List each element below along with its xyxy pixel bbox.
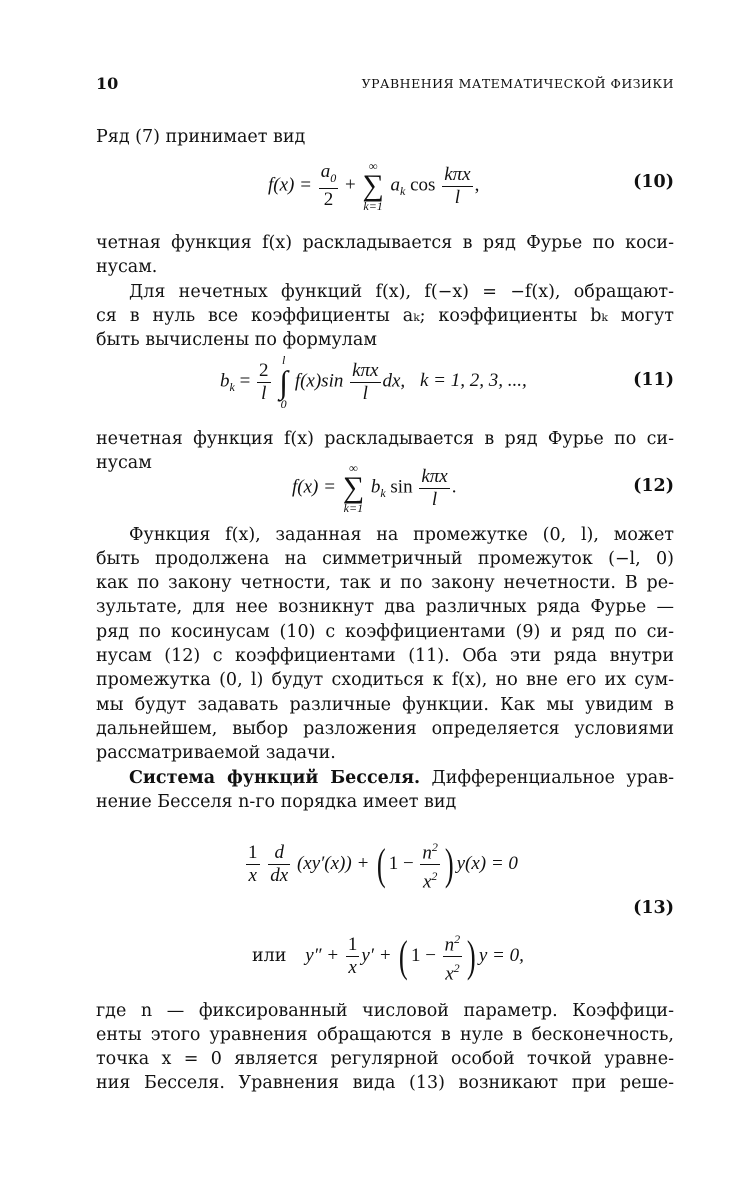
eq13-x2-b: x (445, 963, 454, 985)
text-line: нусам (12) с коэффициентами (11). Оба эти ряда внутри (96, 646, 674, 666)
eq13-n: n (422, 842, 432, 864)
eq13-n-b: n (444, 934, 455, 956)
equation-10 (268, 160, 479, 212)
eq10-sum-top: ∞ (368, 159, 378, 173)
text-line: Ряд (7) принимает вид (96, 127, 306, 147)
text-line: как по закону четности, так и по закону нечетности. В ре- (96, 573, 674, 593)
page-number: 10 (96, 74, 119, 93)
eq13-x2-sup-b: 2 (453, 961, 460, 976)
eq13-end2: y = 0, (478, 945, 524, 967)
equation-label-13: (13) (633, 898, 674, 918)
eq13-yp: y′ + (361, 945, 392, 967)
eq11-k-values: k = 1, 2, 3, ..., (419, 370, 527, 392)
eq13-x3: x (348, 957, 357, 979)
eq10-num: kπx (444, 163, 471, 185)
eq10-cos: cos (405, 174, 436, 196)
eq12-sum-top: ∞ (349, 461, 358, 475)
eq12-sum-bottom: k=1 (343, 501, 364, 515)
eq13-d: d (268, 842, 290, 865)
eq13-x2-sup: 2 (431, 869, 438, 884)
equation-13-line1: $\frac{1}{x}$ $\frac{d}{dx}$ (xy′(x)) + ( 1 − $\frac{n^2}{x^2}$ ) y(x) = 0 (244, 836, 518, 894)
text-line: четная функция f(x) раскладывается в ряд Фурье по коси- (96, 233, 674, 253)
eq12-sum: ∞ ∑ k=1 (342, 461, 365, 515)
eq13-dx: dx (270, 865, 289, 887)
eq10-a0-sub: 0 (330, 170, 337, 185)
eq13-x: x (248, 865, 257, 887)
eq10-frac-a0 (319, 161, 339, 212)
eq12-tail: . (451, 476, 457, 498)
eq11-equals: = (234, 370, 256, 392)
eq13-frac-n2x2-b (443, 928, 463, 986)
eq11-b: b (220, 370, 230, 392)
text-line: точка x = 0 является регулярной особой точкой уравне- (96, 1049, 674, 1069)
eq13-one-minus-b: 1 − (410, 945, 436, 967)
eq11-den: l (362, 382, 368, 404)
eq11-dx: dx, (382, 370, 406, 392)
eq11-fx-sin: f(x)sin (294, 370, 344, 392)
eq13-x2: x (422, 871, 432, 893)
equation-11 (220, 354, 527, 410)
eq12-den: l (431, 488, 438, 510)
text-line: где n — фиксированный числовой параметр. Коэффици- (96, 1001, 674, 1021)
eq11-l: l (261, 382, 267, 404)
text-line: рассматриваемой задачи. (96, 743, 336, 763)
eq11-two: 2 (259, 359, 269, 381)
eq13-frac-1x (246, 842, 260, 887)
eq10-ak: a (390, 174, 401, 196)
eq11-frac-arg (350, 360, 380, 405)
eq12-bk: b (370, 476, 381, 498)
eq10-sum: ∞ ∑ k=1 (362, 159, 384, 213)
text-line: нусам. (96, 257, 158, 277)
eq10-a0: a (320, 160, 331, 182)
text-line: ряд по косинусам (10) с коэффициентами (9) и ряд по си- (96, 622, 674, 642)
eq11-int-bottom: 0 (280, 397, 287, 411)
eq13-one-minus: 1 − (388, 853, 414, 875)
eq11-frac-2l (257, 360, 271, 405)
eq11-integral: l ∫ 0 (279, 353, 289, 411)
equation-label-12: (12) (633, 476, 674, 496)
eq12-sin: sin (385, 476, 413, 498)
eq12-bk-sub: k (380, 486, 386, 501)
eq10-lhs: f(x) = (268, 174, 312, 196)
eq11-b-sub: k (229, 380, 235, 395)
equation-12 (292, 462, 456, 514)
eq13-n-sup: 2 (431, 840, 438, 854)
book-page (96, 0, 674, 1180)
eq10-ak-sub: k (400, 184, 406, 199)
eq13-frac-n2x2 (420, 836, 440, 894)
eq10-two: 2 (323, 189, 334, 211)
equation-label-10: (10) (633, 172, 674, 192)
text-line: ся в нуль все коэффициенты aₖ; коэффициенты bₖ могут (96, 306, 674, 326)
eq10-den: l (454, 186, 461, 208)
running-head: УРАВНЕНИЯ МАТЕМАТИЧЕСКОЙ ФИЗИКИ (361, 76, 674, 91)
text-line: зультате, для нее возникнут два различных ряда Фурье — (96, 597, 674, 617)
text-line: нечетная функция f(x) раскладывается в ряд Фурье по си- (96, 429, 674, 449)
text-line: ния Бесселя. Уравнения вида (13) возникают при реше- (96, 1073, 674, 1093)
eq13-end: y(x) = 0 (456, 853, 518, 875)
eq10-tail: , (474, 174, 480, 196)
eq13-or: или (252, 946, 287, 967)
eq10-sum-bottom: k=1 (363, 199, 383, 213)
eq13-one: 1 (248, 842, 258, 864)
text-line: нение Бесселя n-го порядка имеет вид (96, 792, 457, 812)
eq13-frac-ddx (268, 842, 290, 887)
equation-label-11: (11) (633, 370, 674, 390)
text-line-rest: Дифференциальное урав- (420, 768, 674, 788)
text-line: быть вычислены по формулам (96, 330, 377, 350)
eq10-frac-arg (442, 164, 472, 209)
eq13-mid: (xy′(x)) + (296, 853, 370, 875)
equation-13-line2: или y″ + $\frac{1}{x}$ y′ + ( 1 − $\frac{n^2}{x^2}$ ) y = 0, (252, 928, 524, 986)
text-line: Функция f(x), заданная на промежутке (0, l), может (129, 525, 674, 545)
text-line: быть продолжена на симметричный промежуток (−l, 0) (96, 549, 674, 569)
eq11-int-top: l (282, 353, 286, 367)
eq12-num: kπx (421, 465, 448, 487)
page-header (96, 74, 674, 94)
text-line (96, 767, 674, 789)
section-heading: Система функций Бесселя. (129, 768, 421, 788)
text-line: нусам (96, 453, 152, 473)
eq13-ypp: y″ + (305, 945, 340, 967)
eq13-frac-1x-b (346, 934, 360, 979)
eq13-one2: 1 (347, 934, 358, 956)
text-line: Для нечетных функций f(x), f(−x) = −f(x), обращают- (129, 282, 674, 302)
eq12-lhs: f(x) = (292, 476, 336, 498)
text-line: промежутка (0, l) будут сходиться к f(x), но вне его их сум- (96, 670, 674, 690)
text-line: мы будут задавать различные функции. Как мы увидим в (96, 695, 674, 715)
eq11-num: kπx (352, 359, 379, 381)
eq13-n-sup-b: 2 (454, 932, 461, 946)
text-line: дальнейшем, выбор разложения определяется условиями (96, 719, 674, 739)
eq10-plus: + (344, 174, 356, 196)
eq12-frac-arg (419, 466, 449, 511)
text-line: енты этого уравнения обращаются в нуле в бесконечность, (96, 1025, 674, 1045)
